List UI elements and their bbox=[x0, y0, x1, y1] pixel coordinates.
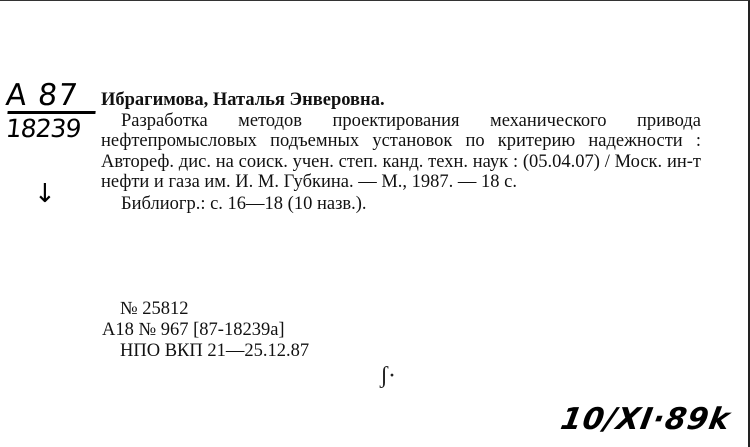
arrow-mark-icon: ↓ bbox=[34, 179, 56, 209]
card-identifiers bbox=[102, 299, 309, 362]
shelfmark bbox=[4, 78, 94, 143]
shelfmark-top: А 87 bbox=[4, 78, 81, 113]
shelfmark-bottom: 18239 bbox=[4, 111, 95, 143]
identifier-printer: НПО ВКП 21—25.12.87 bbox=[120, 341, 310, 361]
pen-squiggle: ʃ· bbox=[380, 363, 396, 389]
entry-bibliography: Библиогр.: с. 16—18 (10 назв.). bbox=[121, 193, 367, 214]
identifier-number: № 25812 bbox=[120, 299, 189, 319]
entry-author: Ибрагимова, Наталья Энверовна. bbox=[101, 90, 385, 110]
handwritten-date: 10/XI·89k bbox=[557, 402, 734, 437]
identifier-order: А18 № 967 [87-18239а] bbox=[102, 320, 285, 340]
catalog-entry bbox=[101, 90, 701, 215]
entry-description: Разработка методов проектирования механического привода нефтепромысловых подъемных установок по критерию надежности : Автореф. дис. на соиск. учен. степ. канд. техн. наук : (05.04.07) / Моск. ин-т нефти и газа им. И. М. Губкина. — М., 1987. — 18 с. bbox=[101, 110, 701, 193]
